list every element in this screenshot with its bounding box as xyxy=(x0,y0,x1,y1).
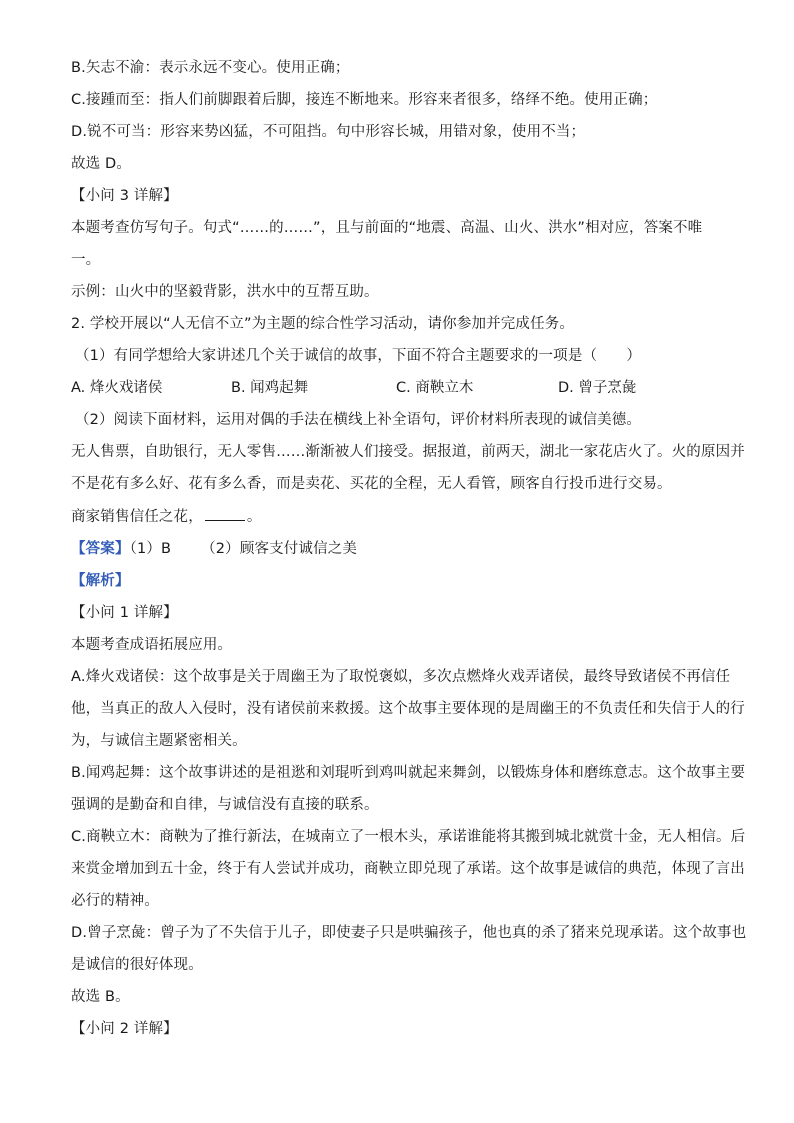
choice-options xyxy=(71,378,731,398)
sub-question: （1）有同学想给大家讲述几个关于诚信的故事，下面不符合主题要求的一项是（ ） xyxy=(75,348,642,364)
text-line: B.矢志不渝：表示永远不变心。使用正确； xyxy=(71,60,350,76)
text-line: 故选 B。 xyxy=(71,989,130,1005)
text-line: 无人售票，自助银行，无人零售……渐渐被人们接受。据报道，前两天，湖北一家花店火了。火的原因并 xyxy=(71,444,745,460)
fill-blank-suffix: 。 xyxy=(246,509,262,525)
section-heading: 【小问 1 详解】 xyxy=(71,605,178,621)
text-line: 他，当真正的敌人入侵时，没有诸侯前来救援。这个故事主要体现的是周幽王的不负责任和失信于人的行 xyxy=(71,701,745,717)
answer-1: （1）B xyxy=(129,541,172,557)
analysis-label: 【解析】 xyxy=(71,573,130,589)
text-line: 示例：山火中的坚毅背影，洪水中的互帮互助。 xyxy=(71,284,379,300)
text-line: 必行的精神。 xyxy=(71,893,159,909)
text-line: C.商鞅立木：商鞅为了推行新法，在城南立了一根木头，承诺谁能将其搬到城北就赏十金，无人相信。后 xyxy=(71,829,746,845)
fill-blank-prefix: 商家销售信任之花， xyxy=(71,509,203,525)
text-line: C.接踵而至：指人们前脚跟着后脚，接连不断地来。形容来者很多，络绎不绝。使用正确； xyxy=(71,92,658,108)
text-line: 来赏金增加到五十金，终于有人尝试并成功，商鞅立即兑现了承诺。这个故事是诚信的典范，体现了言出 xyxy=(71,861,745,877)
option-a: A. 烽火戏诸侯 xyxy=(71,380,163,396)
question-title: 2. 学校开展以“人无信不立”为主题的综合性学习活动，请你参加并完成任务。 xyxy=(71,316,575,332)
text-line: D.锐不可当：形容来势凶猛，不可阻挡。句中形容长城，用错对象，使用不当； xyxy=(71,124,586,140)
answer-line xyxy=(71,539,731,559)
text-line: 不是花有多么好、花有多么香，而是卖花、买花的全程，无人看管，顾客自行投币进行交易。 xyxy=(71,476,672,492)
answer-label: 【答案】 xyxy=(71,541,130,557)
text-line: 强调的是勤奋和自律，与诚信没有直接的联系。 xyxy=(71,797,379,813)
text-line: 本题考查仿写句子。句式“……的……”，且与前面的“地震、高温、山火、洪水”相对应，答案不唯 xyxy=(71,220,703,236)
option-d: D. 曾子烹彘 xyxy=(558,380,637,396)
text-line: 故选 D。 xyxy=(71,156,132,172)
sub-question: （2）阅读下面材料，运用对偶的手法在横线上补全语句，评价材料所表现的诚信美德。 xyxy=(75,412,642,428)
text-line: 为，与诚信主题紧密相关。 xyxy=(71,733,247,749)
fill-blank-line xyxy=(71,506,731,527)
text-line: 是诚信的很好体现。 xyxy=(71,957,203,973)
section-heading: 【小问 2 详解】 xyxy=(71,1021,178,1037)
text-line: B.闻鸡起舞：这个故事讲述的是祖逖和刘琨听到鸡叫就起来舞剑，以锻炼身体和磨练意志。这个故事主要 xyxy=(71,765,746,781)
section-heading: 【小问 3 详解】 xyxy=(71,188,178,204)
blank-underline xyxy=(205,506,245,521)
text-line: 本题考查成语拓展应用。 xyxy=(71,637,233,653)
text-line: D.曾子烹彘：曾子为了不失信于儿子，即使妻子只是哄骗孩子，他也真的杀了猪来兑现承诺。这个故事也 xyxy=(71,925,747,941)
option-c: C. 商鞅立木 xyxy=(396,380,474,396)
text-line: A.烽火戏诸侯：这个故事是关于周幽王为了取悦褒姒，多次点燃烽火戏弄诸侯，最终导致诸侯不再信任 xyxy=(71,669,731,685)
option-b: B. 闻鸡起舞 xyxy=(231,380,309,396)
document-page xyxy=(71,58,747,1039)
text-line: 一。 xyxy=(71,252,101,268)
answer-2: （2）顾客支付诚信之美 xyxy=(201,541,358,557)
